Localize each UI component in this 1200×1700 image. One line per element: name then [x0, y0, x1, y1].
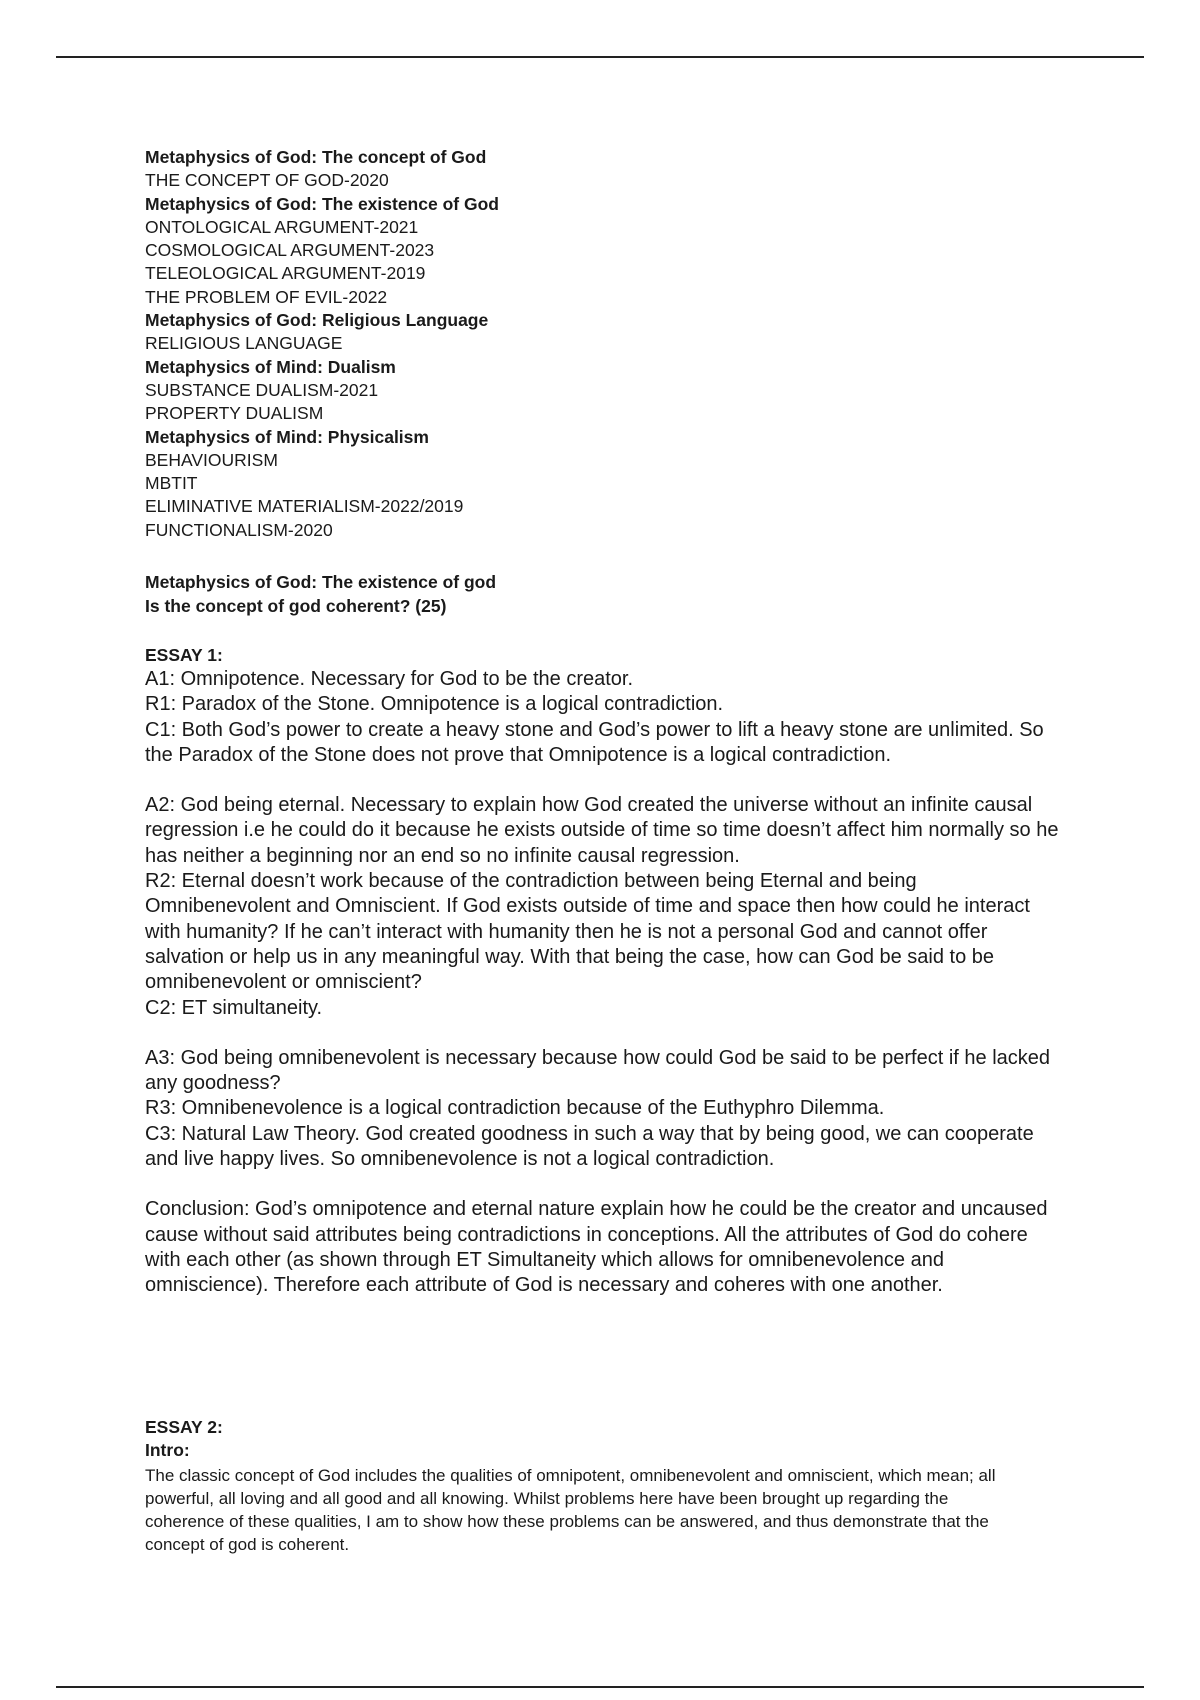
topic-item: MBTIT: [145, 473, 198, 494]
topic-item: BEHAVIOURISM: [145, 449, 278, 470]
topic-item: ONTOLOGICAL ARGUMENT-2021: [145, 216, 419, 237]
topic-item: THE CONCEPT OF GOD-2020: [145, 170, 389, 191]
topic-item: ELIMINATIVE MATERIALISM-2022/2019: [145, 496, 464, 517]
topic-item: TELEOLOGICAL ARGUMENT-2019: [145, 263, 426, 284]
paragraph-gap: [145, 768, 1065, 793]
counter-3: C3: Natural Law Theory. God created goodness in such a way that by being good, we can cooperate and live happy lives. So omnibenevolence is not a logical contradiction.: [145, 1122, 1034, 1171]
topic-heading: Metaphysics of Mind: Physicalism: [145, 426, 429, 447]
section-title: Metaphysics of God: The existence of god: [145, 572, 497, 592]
topic-heading: Metaphysics of Mind: Dualism: [145, 356, 396, 377]
essay-1: [145, 643, 1065, 1299]
paragraph-gap: [145, 1021, 1065, 1046]
paragraph-gap: [145, 1172, 1065, 1197]
argument-3: A3: God being omnibenevolent is necessary because how could God be said to be perfect if he lacked any goodness?: [145, 1046, 1051, 1095]
counter-2: C2: ET simultaneity.: [145, 996, 323, 1019]
response-3: R3: Omnibenevolence is a logical contradiction because of the Euthyphro Dilemma.: [145, 1097, 885, 1120]
topic-item: SUBSTANCE DUALISM-2021: [145, 379, 379, 400]
section-heading: [145, 570, 496, 618]
counter-1: C1: Both God’s power to create a heavy stone and God’s power to lift a heavy stone are unlimited. So the Paradox of the Stone does not prove that Omnipotence is a logical contradiction.: [145, 718, 1044, 766]
argument-1: A1: Omnipotence. Necessary for God to be the creator.: [145, 668, 634, 690]
essay-2-label: ESSAY 2:: [145, 1417, 223, 1437]
bottom-rule: [56, 1686, 1144, 1688]
argument-2: A2: God being eternal. Necessary to explain how God created the universe without an infinite causal regression i.e he could do it because he exists outside of time so time doesn’t affect him normally so he has neither a beginning nor an end so no infinite causal regression.: [145, 794, 1059, 867]
response-2: R2: Eternal doesn’t work because of the contradiction between being Eternal and being Omnibenevolent and Omniscient. If God exists outside of time and space then how could he interact with humanity? If he can’t interact with humanity then he is not a personal God and cannot offer salvation or help us in any meaningful way. With that being the case, how can God be said to be omnibenevolent or omniscient?: [145, 870, 1030, 994]
topic-heading: Metaphysics of God: The existence of God: [145, 193, 499, 214]
essay-1-label: ESSAY 1:: [145, 645, 223, 665]
topic-item: THE PROBLEM OF EVIL-2022: [145, 286, 388, 307]
essay-1-conclusion: Conclusion: God’s omnipotence and eternal nature explain how he could be the creator and uncaused cause without said attributes being contradictions in conceptions. All the attributes of God do cohere with each other (as shown through ET Simultaneity which allows for omnibenevolence and omniscience). Therefore each attribute of God is necessary and coheres with one another.: [145, 1198, 1048, 1297]
topic-item: COSMOLOGICAL ARGUMENT-2023: [145, 240, 435, 261]
topic-list: [145, 146, 845, 542]
essay-question: Is the concept of god coherent? (25): [145, 596, 447, 616]
topic-heading: Metaphysics of God: The concept of God: [145, 147, 487, 167]
topic-item: PROPERTY DUALISM: [145, 403, 324, 424]
essay-2: [145, 1416, 1065, 1556]
intro-label: Intro:: [145, 1440, 190, 1460]
response-1: R1: Paradox of the Stone. Omnipotence is a logical contradiction.: [145, 693, 724, 716]
top-rule: [56, 56, 1144, 58]
topic-item: FUNCTIONALISM-2020: [145, 519, 333, 540]
intro-paragraph: The classic concept of God includes the qualities of omnipotent, omnibenevolent and omniscient, which mean; all powerful, all loving and all good and all knowing. Whilst problems here have been brought up regarding the coherence of these qualities, I am to show how these problems can be answered, and thus demonstrate that the concept of god is coherent.: [145, 1466, 996, 1554]
topic-item: RELIGIOUS LANGUAGE: [145, 333, 343, 354]
topic-heading: Metaphysics of God: Religious Language: [145, 310, 489, 331]
